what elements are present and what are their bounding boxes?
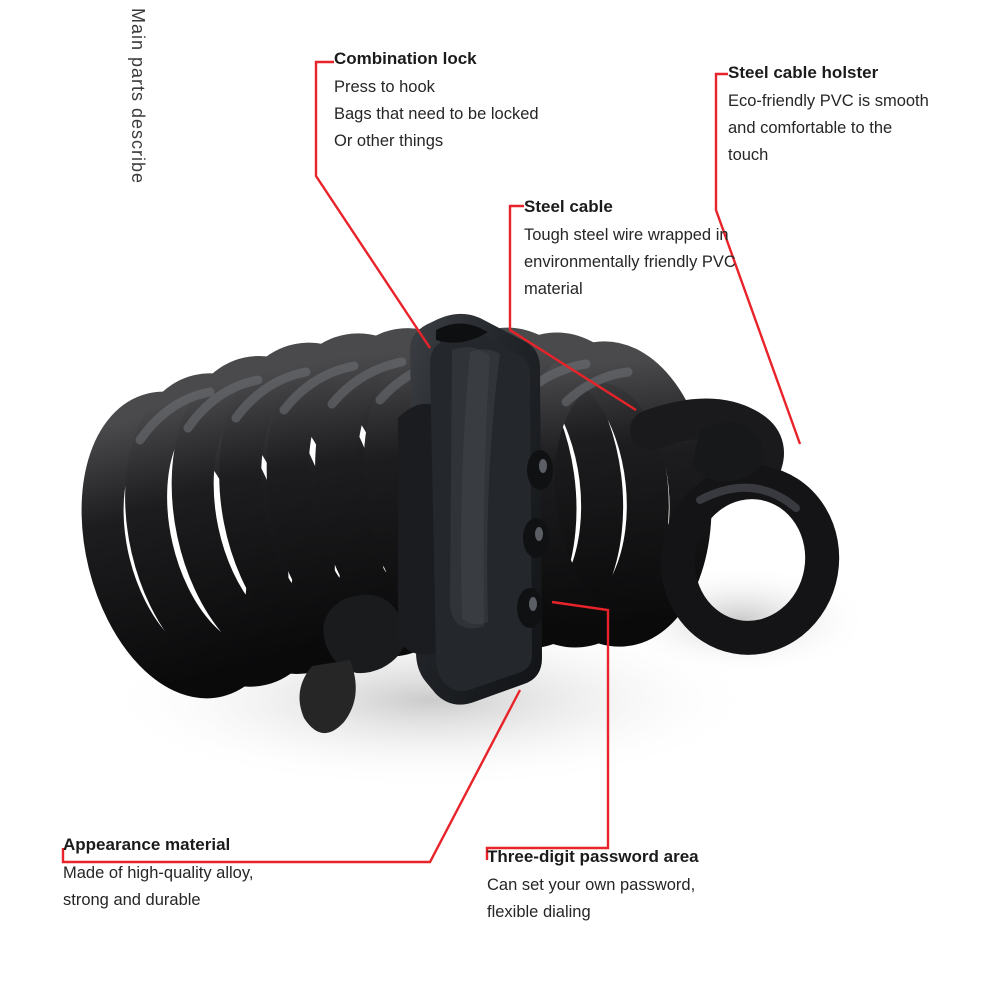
callout-line: material <box>524 280 583 299</box>
callout-line: Bags that need to be locked <box>334 105 539 124</box>
section-label: Main parts describe <box>128 8 148 185</box>
callout-title: Three-digit password area <box>487 847 699 866</box>
callout-line: strong and durable <box>63 891 201 910</box>
callout-line: touch <box>728 146 769 165</box>
callout-line: Eco-friendly PVC is smooth <box>728 91 929 110</box>
callout-combination-lock <box>334 48 634 156</box>
callout-line: Press to hook <box>334 77 435 96</box>
callout-line: Or other things <box>334 132 444 151</box>
callout-title: Combination lock <box>334 49 477 68</box>
callout-three-digit-password-area <box>487 846 807 926</box>
callout-line: and comfortable to the <box>728 119 893 138</box>
callout-title: Appearance material <box>63 835 231 854</box>
callout-steel-cable <box>524 196 824 304</box>
callout-line: Tough steel wire wrapped in <box>524 225 729 244</box>
callout-line: Can set your own password, <box>487 875 696 894</box>
callout-line: Made of high-quality alloy, <box>63 863 254 882</box>
callout-steel-cable-holster <box>728 62 990 170</box>
callout-line: environmentally friendly PVC <box>524 253 736 272</box>
callout-appearance-material <box>63 834 363 914</box>
callout-title: Steel cable holster <box>728 63 879 82</box>
callout-title: Steel cable <box>524 197 613 216</box>
leader-three-digit-password-area <box>487 602 608 860</box>
callout-line: flexible dialing <box>487 903 591 922</box>
